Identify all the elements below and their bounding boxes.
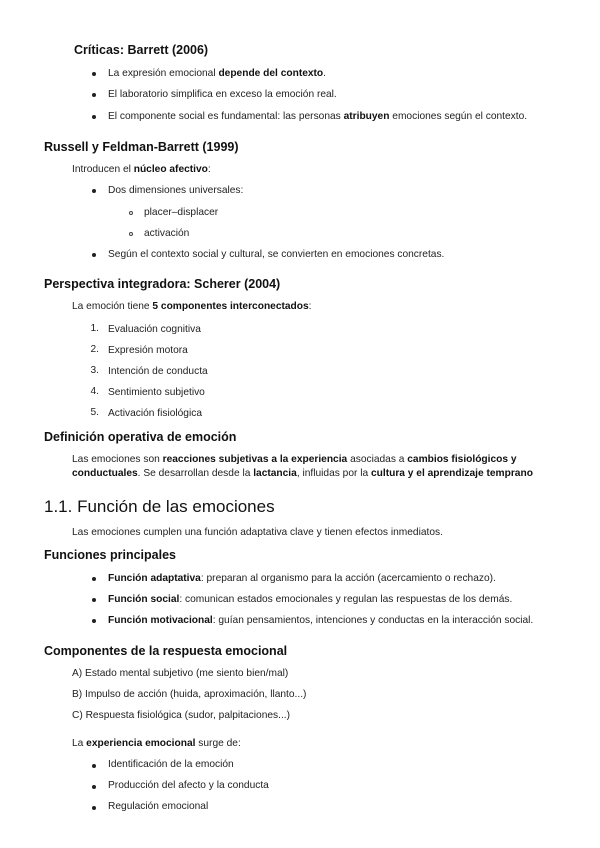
bullet-icon [92, 577, 96, 581]
russell-heading: Russell y Feldman-Barrett (1999) [44, 140, 239, 154]
funcion-item-3: Función motivacional: guían pensamientos, intenciones y conductas en la interacción social. [108, 615, 534, 626]
bullet-icon [92, 93, 96, 97]
bullet-icon [92, 764, 96, 768]
bullet-icon [92, 189, 96, 193]
experiencia-item-2: Producción del afecto y la conducta [108, 780, 269, 791]
criticas-item-1: La expresión emocional depende del contexto. [108, 68, 327, 79]
list-number: 2. [90, 344, 99, 355]
funcion-intro: Las emociones cumplen una función adaptativa clave y tienen efectos inmediatos. [72, 527, 443, 538]
section-title: 1.1. Función de las emociones [44, 497, 275, 516]
list-number: 1. [90, 323, 99, 334]
scherer-item-4: Sentimiento subjetivo [108, 387, 205, 398]
bullet-icon [92, 598, 96, 602]
circle-bullet-icon [129, 211, 133, 215]
componentes-item-a: A) Estado mental subjetivo (me siento bien/mal) [72, 668, 289, 679]
experiencia-intro: La experiencia emocional surge de: [72, 738, 241, 749]
russell-sub-2: activación [144, 228, 190, 239]
russell-item-2: Según el contexto social y cultural, se convierten en emociones concretas. [108, 249, 445, 260]
bullet-icon [92, 619, 96, 623]
experiencia-item-1: Identificación de la emoción [108, 759, 234, 770]
scherer-intro: La emoción tiene 5 componentes interconectados: [72, 301, 312, 312]
criticas-item-2: El laboratorio simplifica en exceso la emoción real. [108, 89, 337, 100]
funciones-heading: Funciones principales [44, 548, 176, 562]
circle-bullet-icon [129, 232, 133, 236]
bullet-icon [92, 72, 96, 76]
bullet-icon [92, 785, 96, 789]
scherer-item-2: Expresión motora [108, 345, 188, 356]
experiencia-item-3: Regulación emocional [108, 801, 209, 812]
russell-intro: Introducen el núcleo afectivo: [72, 164, 211, 175]
definicion-line-1: Las emociones son reacciones subjetivas a la experiencia asociadas a cambios fisiológicos y [72, 454, 517, 465]
criticas-heading: Críticas: Barrett (2006) [74, 43, 209, 57]
bullet-icon [92, 253, 96, 257]
scherer-item-3: Intención de conducta [108, 366, 208, 377]
scherer-item-5: Activación fisiológica [108, 408, 202, 419]
componentes-item-b: B) Impulso de acción (huida, aproximación, llanto...) [72, 689, 307, 700]
list-number: 4. [90, 386, 99, 397]
scherer-heading: Perspectiva integradora: Scherer (2004) [44, 277, 281, 291]
criticas-item-3: El componente social es fundamental: las personas atribuyen emociones según el contexto. [108, 111, 528, 122]
definicion-line-2: conductuales. Se desarrollan desde la lactancia, influidas por la cultura y el aprendizaje temprano [72, 468, 533, 479]
list-number: 3. [90, 365, 99, 376]
bullet-icon [92, 115, 96, 119]
componentes-heading: Componentes de la respuesta emocional [44, 644, 288, 658]
list-number: 5. [90, 407, 99, 418]
scherer-item-1: Evaluación cognitiva [108, 324, 201, 335]
componentes-item-c: C) Respuesta fisiológica (sudor, palpitaciones...) [72, 710, 291, 721]
russell-sub-1: placer–displacer [144, 207, 219, 218]
bullet-icon [92, 806, 96, 810]
definicion-heading: Definición operativa de emoción [44, 430, 237, 444]
funcion-item-2: Función social: comunican estados emocionales y regulan las respuestas de los demás. [108, 594, 513, 605]
funcion-item-1: Función adaptativa: preparan al organismo para la acción (acercamiento o rechazo). [108, 573, 496, 584]
russell-item-1: Dos dimensiones universales: [108, 185, 244, 196]
